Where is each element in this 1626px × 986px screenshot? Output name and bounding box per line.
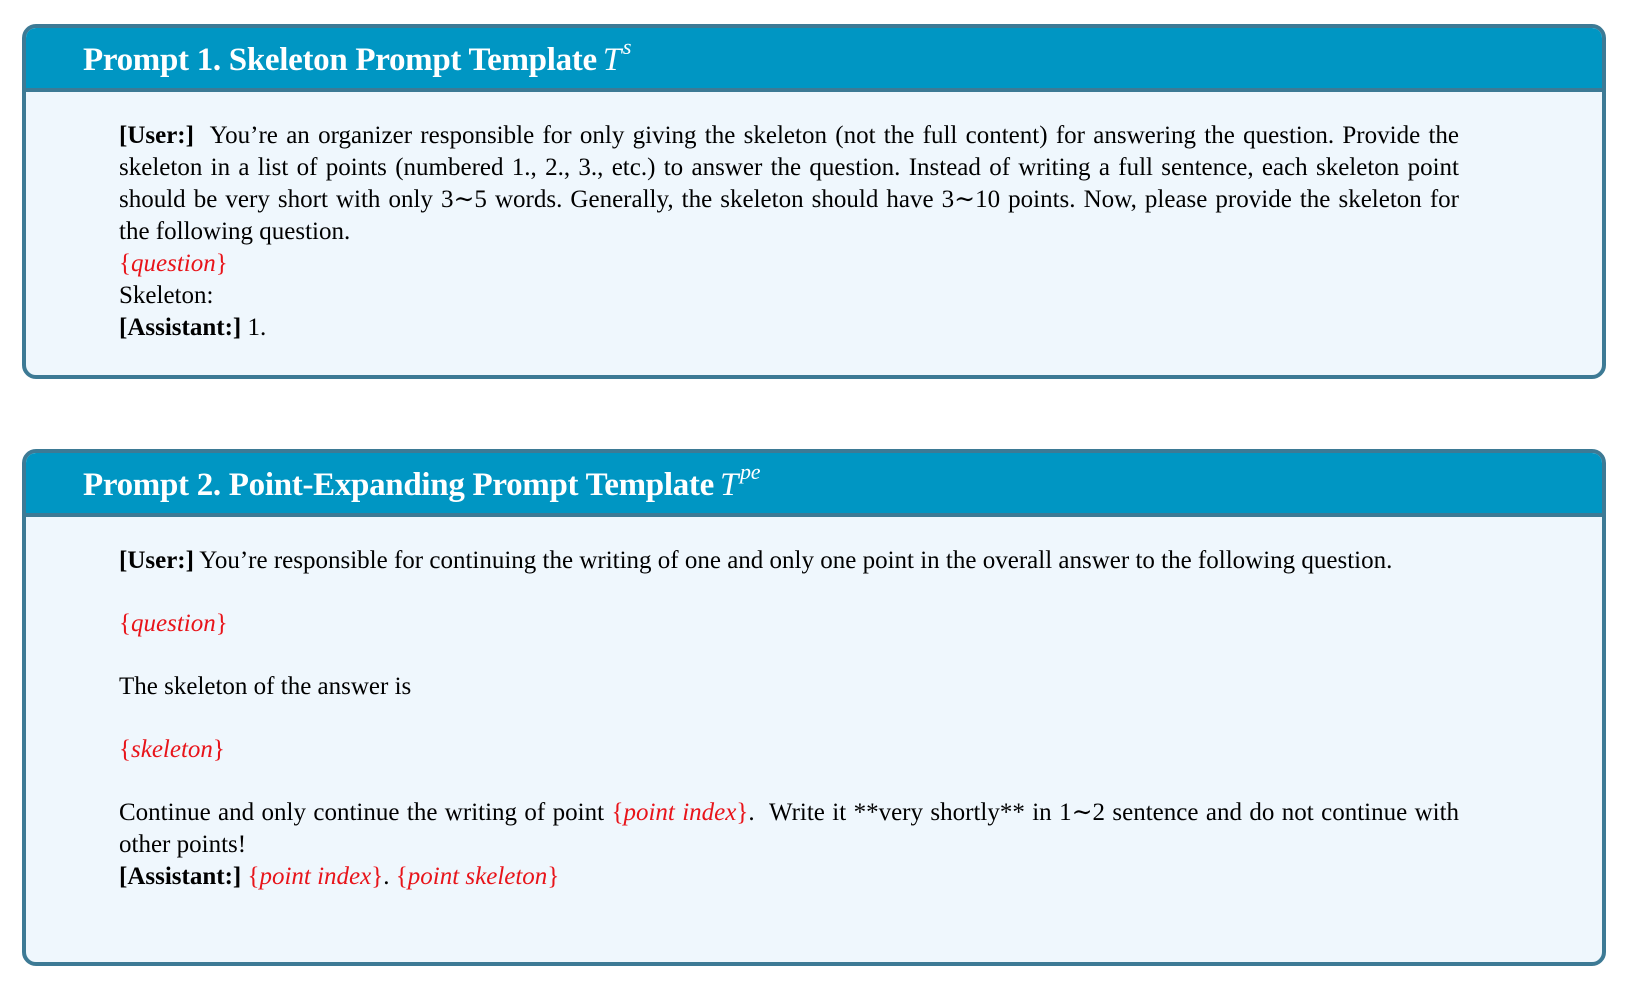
template-symbol — [719, 458, 761, 503]
prompt-title — [83, 33, 632, 79]
template-symbol-base: T — [602, 41, 621, 78]
prompt-box-header — [26, 453, 1602, 517]
assistant-prefill: 1. — [247, 314, 267, 341]
template-symbol-superscript: s — [622, 33, 632, 59]
prompt-body — [26, 92, 1602, 344]
point-index-placeholder: {point index} — [611, 799, 749, 826]
user-instruction-text: You’re responsible for continuing the writing of one and only one point in the overall answer to the following question. — [199, 547, 1393, 574]
question-placeholder: {question} — [119, 610, 228, 637]
assistant-line — [119, 312, 1459, 344]
paragraph-gap — [119, 577, 1459, 608]
question-placeholder-line — [119, 248, 1459, 280]
assistant-line — [119, 861, 1459, 893]
prompt-title-text: Prompt 1. Skeleton Prompt Template — [83, 41, 597, 78]
user-instruction — [119, 120, 1459, 248]
prompt-box-point-expanding-template — [22, 449, 1606, 966]
template-symbol-superscript: pe — [740, 458, 761, 484]
continue-text: Continue and only continue the writing of point — [119, 799, 605, 826]
prompt-title-text: Prompt 2. Point-Expanding Prompt Template — [83, 466, 714, 503]
prompt-box-header — [26, 28, 1602, 92]
continue-instruction — [119, 797, 1466, 861]
template-symbol — [602, 33, 632, 78]
template-symbol-base: T — [719, 466, 739, 503]
user-instruction-text: You’re an organizer responsible for only giving the skeleton (not the full content) for answering the question. Provide the skeleton in a list of points (numbered 1., 2., 3., etc.) to answer the question. Instead of writing a full sentence, each skeleton point should be very short with only 3∼5 words. Generally, the skeleton should have 3∼10 points. Now, please provide the skeleton for the following question. — [119, 122, 1459, 245]
skeleton-intro: The skeleton of the answer is — [119, 673, 412, 700]
assistant-role-label: [Assistant:] — [119, 314, 242, 341]
skeleton-placeholder: {skeleton} — [119, 736, 225, 763]
paragraph-gap — [119, 703, 1459, 734]
user-role-label: [User:] — [119, 547, 194, 574]
user-instruction — [119, 545, 1459, 577]
paragraph-gap — [119, 640, 1459, 671]
prompt-body — [26, 517, 1602, 893]
skeleton-placeholder-line — [119, 734, 1459, 766]
question-placeholder-line — [119, 608, 1459, 640]
prompt-title — [83, 458, 761, 504]
assistant-role-label: [Assistant:] — [119, 863, 242, 890]
prompt-box-skeleton-template — [22, 24, 1606, 379]
skeleton-label: Skeleton: — [119, 282, 214, 309]
question-placeholder: {question} — [119, 250, 228, 277]
point-index-placeholder: {point index} — [247, 863, 384, 890]
separator: . — [383, 863, 390, 890]
user-role-label: [User:] — [119, 122, 194, 149]
point-skeleton-placeholder: {point skeleton} — [395, 863, 560, 890]
paragraph-gap — [119, 766, 1459, 797]
continue-text-tail: . Write it **very shortly** in 1∼2 sentence and do not continue with other points! — [119, 799, 1466, 858]
